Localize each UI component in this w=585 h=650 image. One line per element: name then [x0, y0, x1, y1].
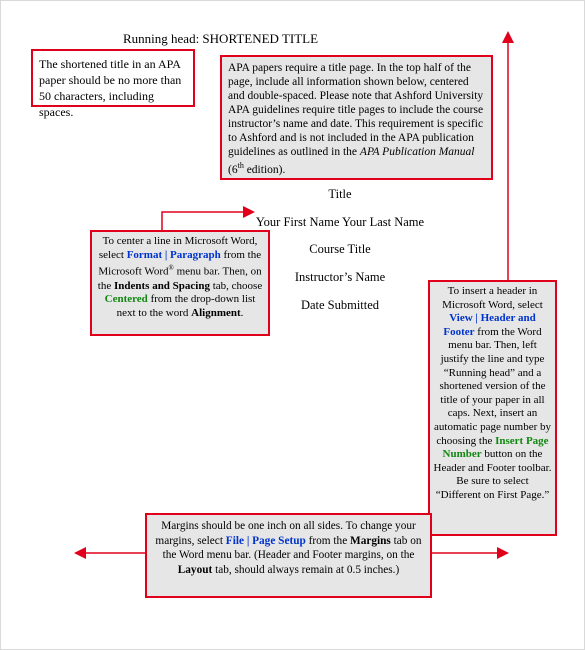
- apa-text: APA papers require a title page. In the top half of the page, include all information shown below, centered and double-spaced. Please note that Ashford University APA guidelines require title pages to include the course instructor’s name and date. This requirement is specific to Ashford and is not included in the APA publication guidelines as outlined in the: [228, 62, 484, 158]
- hd-insert-page-number: Insert Page Number: [442, 434, 549, 461]
- hd-view-header-footer: View | Header and Footer: [443, 312, 536, 338]
- running-head: Running head: SHORTENED TITLE: [123, 31, 319, 46]
- course-line: Course Title: [309, 242, 371, 256]
- mg-layout: Layout: [177, 563, 213, 576]
- cl-centered: Centered: [104, 293, 148, 306]
- hd-text-4: Be sure to select “Different on First Page.”: [435, 475, 550, 501]
- instructor-line: Instructor’s Name: [294, 270, 386, 284]
- mg-margins: Margins: [350, 534, 391, 547]
- cl-indents-spacing: Indents and Spacing: [113, 279, 210, 292]
- mg-text-4: tab, should always remain at 0.5 inches.): [212, 563, 400, 576]
- cl-reg: ®: [168, 264, 174, 273]
- mg-file-page-setup: File | Page Setup: [225, 534, 306, 547]
- mg-text-3: tab on the Word menu bar. (Header and Footer margins, on the: [162, 534, 422, 561]
- callout-margins: [145, 513, 432, 598]
- author-line: Your First Name Your Last Name: [255, 215, 425, 229]
- apa-manual: APA Publication Manual: [359, 146, 475, 158]
- cl-text-4: tab, choose: [209, 279, 263, 292]
- apa-edition-close: edition).: [243, 163, 286, 176]
- hd-text-2: from the Word menu bar. Then, left justify the line and type “Running head” and a shortened version of the title of your paper in all caps. Next, insert an automatic page number by choosing the: [434, 325, 551, 447]
- cl-text-5: from the drop-down list next to the word: [116, 293, 256, 320]
- cl-text-2: from the Microsoft Word: [98, 248, 262, 279]
- cl-text-6: .: [240, 307, 244, 320]
- callout-shortened-title: The shortened title in an APA paper should be no more than 50 characters, including spaces.: [31, 49, 195, 107]
- callout-header: [428, 280, 557, 536]
- date-line: Date Submitted: [300, 298, 380, 312]
- hd-text-3: button on the Header and Footer toolbar.: [433, 448, 552, 474]
- hd-text-1: To insert a header in Microsoft Word, select: [442, 285, 543, 311]
- apa-edition-open: (6: [228, 163, 238, 176]
- cl-alignment: Alignment: [191, 307, 241, 320]
- cl-format-paragraph: Format | Paragraph: [126, 248, 221, 261]
- callout-apa-title-page: [220, 55, 493, 180]
- title-line: Title: [328, 187, 352, 201]
- mg-text-2: from the: [305, 534, 351, 547]
- cl-text-1: To center a line in Microsoft Word, select: [98, 235, 258, 261]
- apa-edition-sup: th: [237, 161, 244, 170]
- mg-text-1: Margins should be one inch on all sides. To change your margins, select: [155, 520, 416, 547]
- callout-center-line: [90, 230, 270, 336]
- cl-text-3: menu bar. Then, on the: [97, 266, 262, 292]
